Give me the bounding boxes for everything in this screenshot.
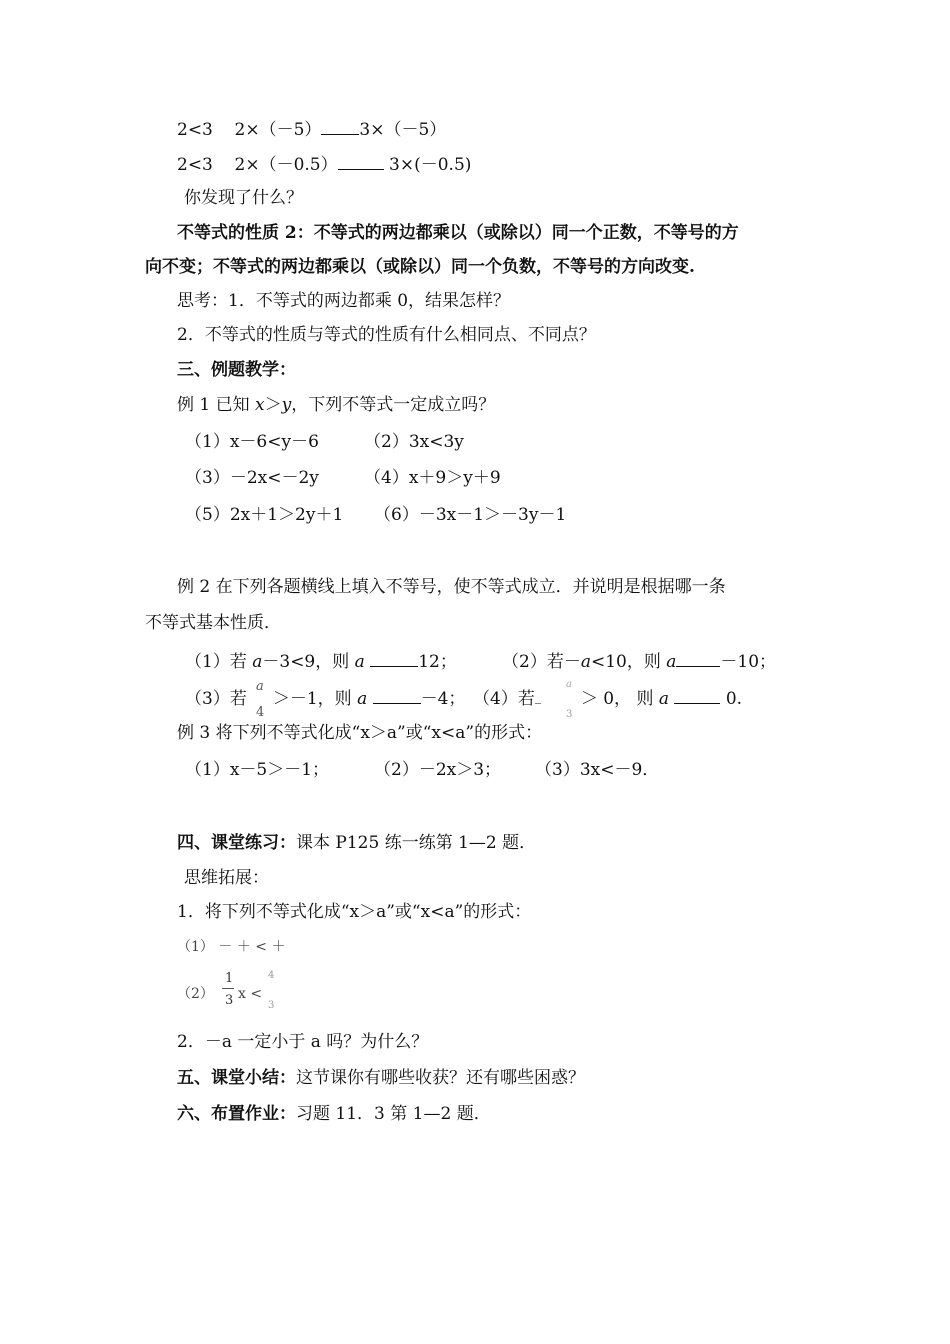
example2-problem-3: （3）若 ＞－1，则 a －4； <box>185 689 466 709</box>
fraction-denominator: 3 <box>268 1000 275 1011</box>
property2-line2: 向不变；不等式的两边都乘以（或除以）同一个负数，不等号的方向改变. <box>145 257 695 277</box>
extension-question-2: 2．－a 一定小于 a 吗？为什么？ <box>177 1032 429 1052</box>
fraction-numerator: 1 <box>225 971 234 986</box>
example2-line1: 例 2 在下列各题横线上填入不等号，使不等式成立．并说明是根据哪一条 <box>177 577 726 597</box>
think-question-1: 思考：1．不等式的两边都乘 0，结果怎样？ <box>177 291 511 311</box>
answer-blank[interactable] <box>370 650 418 667</box>
answer-blank[interactable] <box>674 687 720 704</box>
fraction-denominator: 3 <box>225 993 234 1008</box>
answer-blank[interactable] <box>338 153 384 170</box>
example3-intro: 例 3 将下列不等式化成“x＞a”或“x<a”的形式： <box>177 723 543 743</box>
example2-problem-4: （4）若 ＞ 0， 则 a 0. <box>473 689 743 709</box>
fraction-denominator: 3 <box>566 709 573 720</box>
property2-line1: 不等式的性质 2：不等式的两边都乘以（或除以）同一个正数，不等号的方 <box>177 223 739 243</box>
section-classroom-practice: 四、课堂练习：课本 P125 练一练第 1—2 题． <box>177 833 537 853</box>
example2-line2: 不等式基本性质． <box>145 613 281 633</box>
example1-intro: 例 1 已知 x＞y，下列不等式一定成立吗？ <box>177 395 496 415</box>
fraction-bar <box>222 988 234 989</box>
section-heading-examples: 三、例题教学： <box>177 360 296 380</box>
section-homework: 六、布置作业：习题 11．3 第 1—2 题． <box>177 1104 491 1124</box>
answer-blank[interactable] <box>373 687 421 704</box>
extension-item-2-label: （2） <box>177 986 214 1002</box>
comparison-row-1: 2<3 2×（－5） 3×（－5） <box>177 120 447 140</box>
answer-blank[interactable] <box>676 650 720 667</box>
fraction-numerator: 4 <box>268 970 275 981</box>
example2-problem-2: （2）若－a<10，则 a －10； <box>502 652 777 672</box>
fraction-numerator: a <box>256 679 264 694</box>
extension-item-2-expr: x < <box>238 986 263 1002</box>
discovery-question: 你发现了什么？ <box>184 188 303 208</box>
example3-item: （3）3x<－9． <box>535 760 660 780</box>
example1-item: （5）2x＋1＞2y＋1 <box>185 505 344 525</box>
extension-title: 思维拓展： <box>184 868 269 888</box>
extension-item-1: （1） － ＋ < ＋ <box>177 939 286 955</box>
example1-item: （6）－3x－1＞－3y－1 <box>374 505 567 525</box>
think-question-2: 2．不等式的性质与等式的性质有什么相同点、不同点？ <box>177 325 596 345</box>
example1-item: （1）x－6<y－6 <box>185 432 319 452</box>
fraction-denominator: 4 <box>256 705 265 720</box>
fraction-numerator: a <box>566 679 572 690</box>
example1-item: （4）x＋9＞y＋9 <box>364 468 501 488</box>
section-summary: 五、课堂小结：这节课你有哪些收获？还有哪些困惑？ <box>177 1068 585 1088</box>
extension-question-1: 1．将下列不等式化成“x＞a”或“x<a”的形式： <box>177 902 532 922</box>
comparison-row-2: 2<3 2×（－0.5） 3×(－0.5) <box>177 155 472 175</box>
example1-item: （3）－2x<－2y <box>185 468 319 488</box>
example1-item: （2）3x<3y <box>364 432 464 452</box>
answer-blank[interactable] <box>321 118 359 135</box>
example3-item: （2）－2x＞3； <box>374 760 502 780</box>
example2-problem-1: （1）若 a－3<9，则 a 12； <box>185 652 457 672</box>
example3-item: （1）x－5＞－1； <box>185 760 330 780</box>
